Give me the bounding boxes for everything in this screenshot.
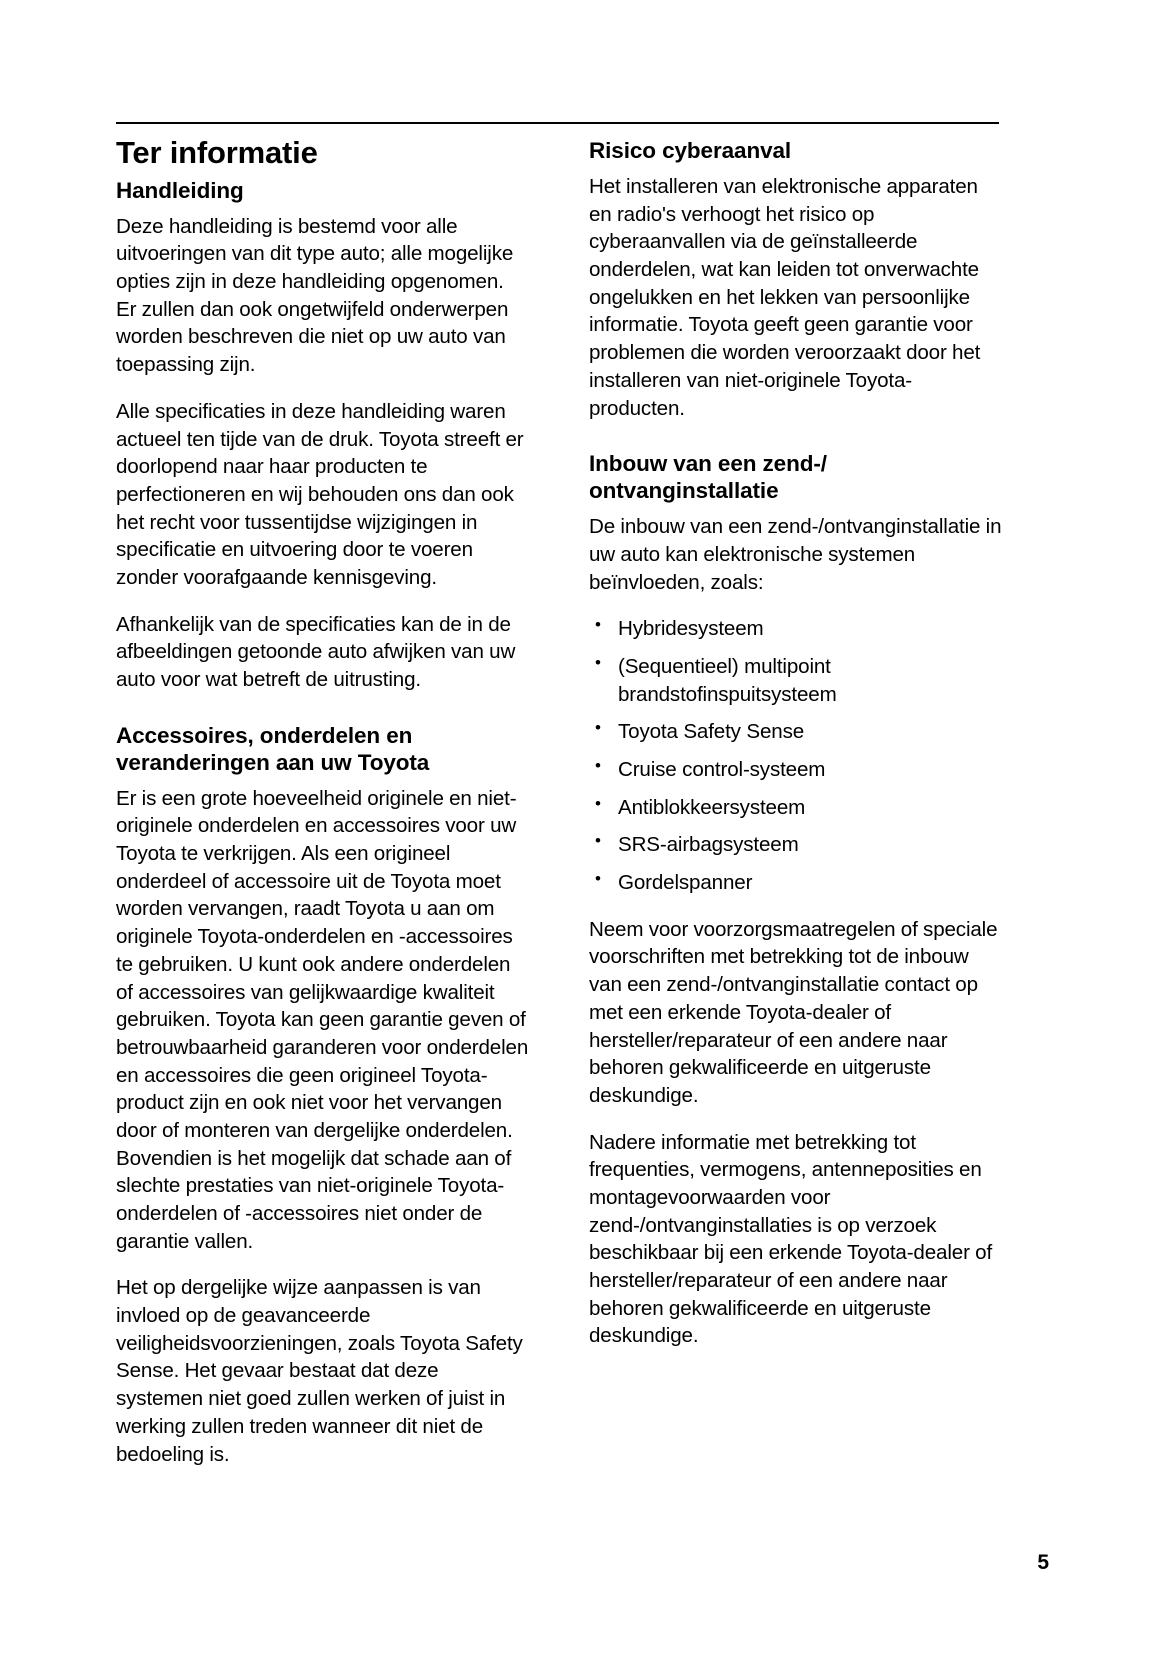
header-rule — [116, 122, 999, 124]
right-column — [589, 136, 1002, 1369]
section-heading-risico-cyberaanval: Risico cyberaanval — [589, 138, 792, 163]
section-heading-handleiding: Handleiding — [116, 177, 244, 203]
paragraph: Het op dergelijke wijze aanpassen is van invloed op de geavanceerde veiligheidsvoorzieningen, zoals Toyota Safety Sense. Het gevaar bestaat dat deze systemen niet goed zullen werken of juist in werking zullen treden wanneer dit niet de bedoeling is. — [116, 1276, 523, 1466]
section-heading-accessoires: Accessoires, onderdelen en veranderingen aan uw Toyota — [116, 722, 430, 775]
list-item: • Toyota Safety Sense — [589, 718, 1002, 746]
paragraph: Nadere informatie met betrekking tot frequenties, vermogens, antenneposities en montagevoorwaarden voor zend-/ontvanginstallaties is op verzoek beschikbaar bij een erkende Toyota-dealer of hersteller/reparateur of een andere naar behoren gekwalificeerde en uitgeruste deskundige. — [589, 1130, 993, 1348]
left-column — [116, 136, 529, 1487]
list-item: • (Sequentieel) multipoint brandstofinspuitsysteem — [589, 653, 1002, 708]
paragraph: Het installeren van elektronische apparaten en radio's verhoogt het risico op cyberaanvallen via de geïnstalleerde onderdelen, wat kan leiden tot onverwachte ongelukken en het lekken van persoonlijke informatie. Toyota geeft geen garantie voor problemen die worden veroorzaakt door het installeren van niet-originele Toyota-producten. — [589, 175, 981, 420]
page-number: 5 — [1037, 1551, 1049, 1574]
affected-systems-list — [589, 615, 1002, 897]
list-item: • Gordelspanner — [589, 869, 1002, 897]
section-heading-inbouw-zend-ontvanginstallatie: Inbouw van een zend-/ ontvanginstallatie — [589, 451, 827, 504]
paragraph: Alle specificaties in deze handleiding waren actueel ten tijde van de druk. Toyota streeft er doorlopend naar haar producten te perfectioneren en wij behouden ons dan ook het recht voor tussentijdse wijzigingen in specificatie en uitvoering door te voeren zonder voorafgaande kennisgeving. — [116, 399, 524, 589]
paragraph: Er is een grote hoeveelheid originele en niet-originele onderdelen en accessoires voor uw Toyota te verkrijgen. Als een origineel onderdeel of accessoire uit de Toyota moet worden vervangen, raadt Toyota u aan om originele Toyota-onderdelen en -accessoires te gebruiken. U kunt ook andere onderdelen of accessoires van gelijkwaardige kwaliteit gebruiken. Toyota kan geen garantie geven of betrouwbaarheid garanderen voor onderdelen en accessoires die geen origineel Toyota-product zijn en ook niet voor het vervangen door of monteren van dergelijke onderdelen. Bovendien is het mogelijk dat schade aan of slechte prestaties van niet-originele Toyota-onderdelen of -accessoires niet onder de garantie vallen. — [116, 786, 529, 1253]
list-item: • Hybridesysteem — [589, 615, 1002, 643]
paragraph: Neem voor voorzorgsmaatregelen of speciale voorschriften met betrekking tot de inbouw van een zend-/ontvanginstallatie contact op met een erkende Toyota-dealer of hersteller/reparateur of een andere naar behoren gekwalificeerde en uitgeruste deskundige. — [589, 917, 998, 1107]
paragraph: Afhankelijk van de specificaties kan de in de afbeeldingen getoonde auto afwijken van uw auto voor wat betreft de uitrusting. — [116, 612, 516, 692]
page-title: Ter informatie — [116, 135, 318, 170]
list-item: • SRS-airbagsysteem — [589, 831, 1002, 859]
list-item: • Cruise control-systeem — [589, 756, 1002, 784]
two-column-body — [116, 136, 1002, 1487]
list-item: • Antiblokkeersysteem — [589, 794, 1002, 822]
paragraph: Deze handleiding is bestemd voor alle uitvoeringen van dit type auto; alle mogelijke opties zijn in deze handleiding opgenomen. Er zullen dan ook ongetwijfeld onderwerpen worden beschreven die niet op uw auto van toepassing zijn. — [116, 214, 514, 377]
paragraph-intro: De inbouw van een zend-/ontvanginstallatie in uw auto kan elektronische systemen beïnvloeden, zoals: — [589, 515, 1002, 594]
